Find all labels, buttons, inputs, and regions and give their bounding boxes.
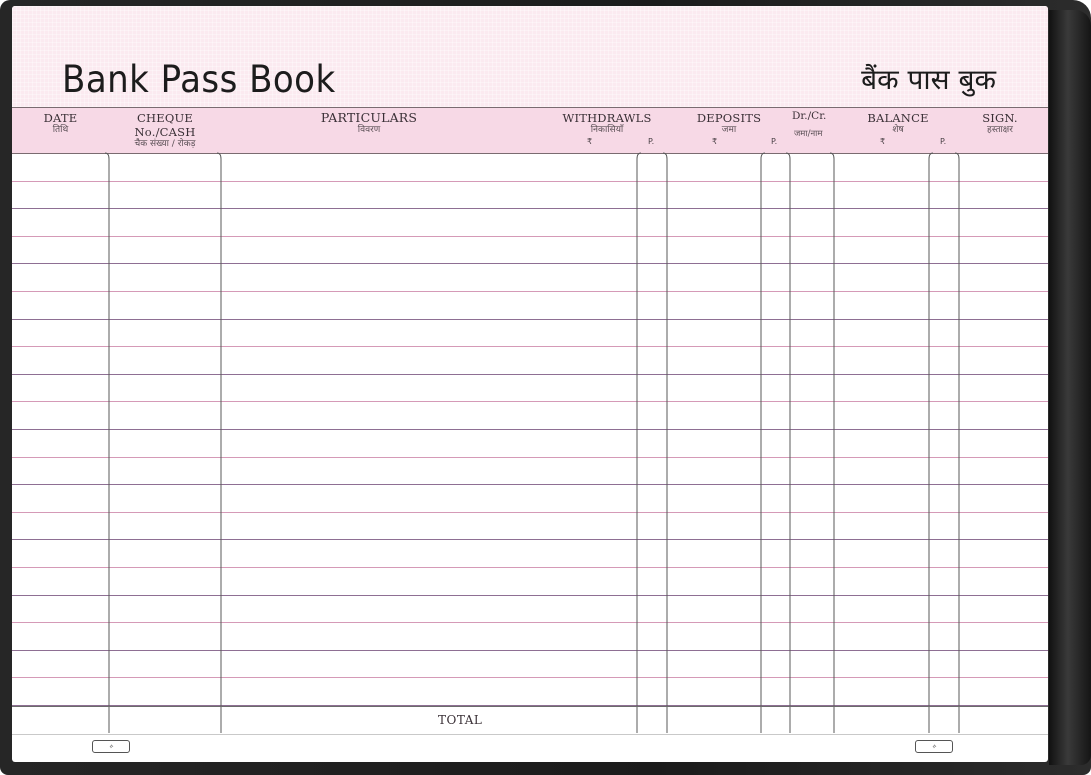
withdrawls-paise-label: P.	[648, 137, 655, 146]
title-hindi: बैंक पास बुक	[861, 63, 996, 96]
ruled-lines	[12, 153, 1048, 706]
col-drcr-en: Dr./Cr.	[792, 110, 827, 122]
deposits-rupee-label: ₹	[712, 137, 718, 146]
title-english: Bank Pass Book	[62, 58, 336, 101]
book-cover-edge	[1049, 10, 1091, 765]
col-sign-en: SIGN.	[982, 111, 1018, 125]
col-sign-header	[960, 107, 1040, 136]
withdrawls-rupee-label: ₹	[587, 137, 593, 146]
col-sign-hi: हस्ताक्षर	[987, 125, 1013, 135]
balance-paise-label: P.	[940, 137, 947, 146]
col-cheque-header	[109, 107, 221, 150]
balance-rupee-label: ₹	[880, 137, 886, 146]
deposits-paise-label: P.	[771, 137, 778, 146]
total-label: TOTAL	[438, 713, 483, 727]
col-withdrawls-en: WITHDRAWLS	[562, 111, 652, 125]
total-row	[12, 706, 1048, 735]
col-cheque-hi: चैक संख्या / रोकड़	[134, 139, 196, 149]
col-particulars-header	[221, 107, 517, 136]
col-deposits-hi: जमा	[721, 125, 737, 135]
col-deposits-header	[669, 107, 789, 136]
ruled-entry-area	[12, 153, 1048, 706]
passbook-page	[12, 6, 1048, 762]
page-header	[12, 6, 1048, 107]
col-deposits-en: DEPOSITS	[696, 111, 762, 125]
col-balance-hi: शेष	[892, 125, 904, 135]
col-date-hi: तिथि	[52, 125, 69, 135]
page-footer	[12, 734, 1048, 762]
col-particulars-en: PARTICULARS	[320, 110, 418, 125]
col-date-header	[12, 107, 109, 136]
col-cheque-en: CHEQUE No./CASH	[134, 111, 196, 139]
col-balance-header	[838, 107, 958, 136]
col-drcr-hi: जमा/नाम	[794, 129, 823, 139]
col-withdrawls-header	[547, 107, 667, 136]
brand-logo-icon: ⟡	[915, 740, 953, 753]
col-particulars-hi: विवरण	[357, 125, 381, 135]
brand-logo-icon: ⟡	[92, 740, 130, 753]
col-withdrawls-hi: निकासियाँ	[590, 125, 624, 135]
col-date-en: DATE	[43, 111, 78, 125]
col-balance-en: BALANCE	[867, 111, 929, 125]
